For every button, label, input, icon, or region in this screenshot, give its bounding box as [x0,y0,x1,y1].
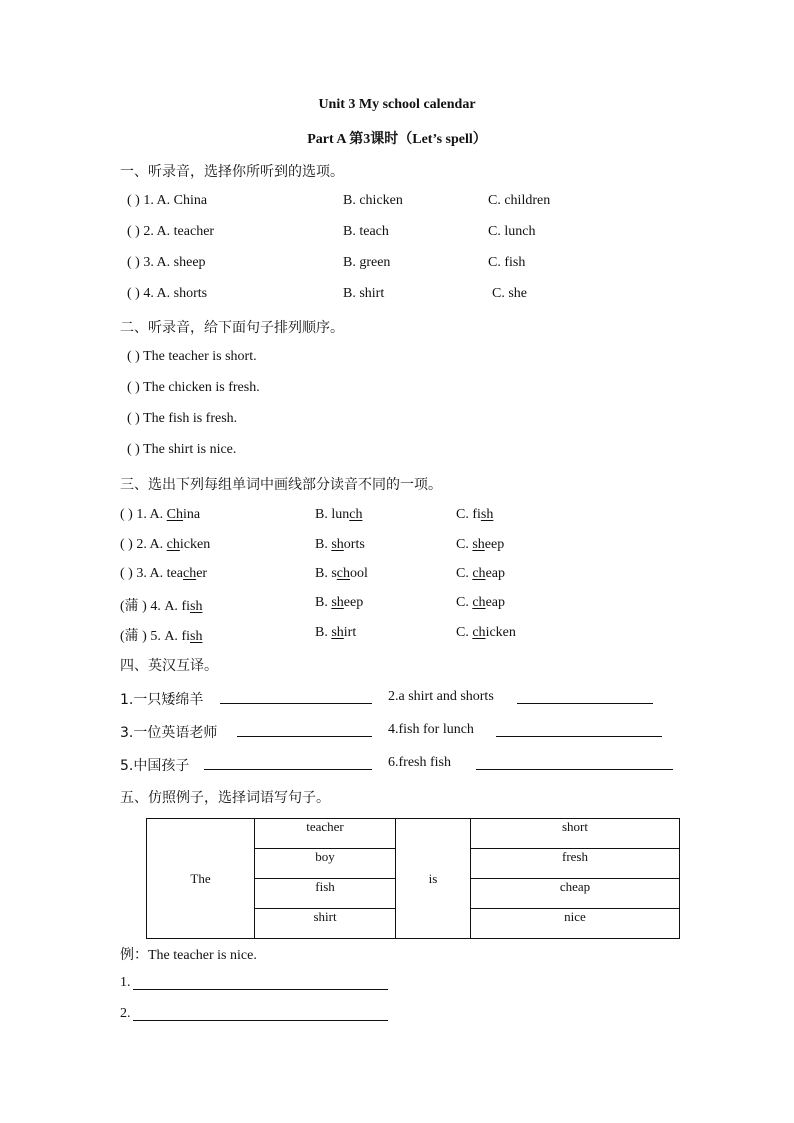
list-item: ( ) The fish is fresh. [127,411,238,426]
underlined-letters: Ch [166,507,184,522]
item-question: ( ) 1. A. China [127,193,208,208]
word-table [146,818,680,939]
item-question: ( ) 4. A. shorts [127,286,208,301]
translation-prompt: 1.一只矮绵羊 [120,692,204,708]
item-question: ( ) 3. A. sheep [127,255,206,270]
option-b: B. teach [343,224,389,239]
answer-blank[interactable] [220,689,372,704]
option-b: B. shirt [343,286,385,301]
list-item: ( ) The shirt is nice. [127,442,237,457]
adjective-cell: nice [471,909,680,939]
answer-blank[interactable] [496,722,662,737]
answer-blank[interactable] [237,722,372,737]
underlined-letters: sh [190,629,203,644]
section3-heading: 三、选出下列每组单词中画线部分读音不同的一项。 [120,477,442,493]
option-c: C. she [492,286,527,301]
noun-cell: shirt [255,909,396,939]
noun-cell: teacher [255,819,396,849]
verb-cell: is [396,819,471,939]
answer-blank[interactable] [204,755,372,770]
translation-prompt: 2.a shirt and shorts [388,689,494,704]
item-prefix: ( ) 2. A. [120,537,167,552]
option-b: B. chicken [343,193,403,208]
worksheet-title: Unit 3 My school calendar [318,97,476,112]
sentence-answer-line[interactable] [133,1006,388,1021]
translation-prompt: 4.fish for lunch [388,722,474,737]
item-prefix: ( ) 1. A. [120,507,167,522]
underlined-letters: sh [480,507,494,522]
sentence-line-label: 2. [120,1006,131,1021]
item-prefix: (蒲 ) 5. A. [120,629,182,644]
sentence-line-label: 1. [120,975,131,990]
option-c: C. lunch [488,224,536,239]
section2-heading: 二、听录音，给下面句子排列顺序。 [120,320,344,336]
answer-blank[interactable] [517,689,653,704]
noun-cell: boy [255,849,396,879]
item-prefix: ( ) 3. A. [120,566,167,581]
example-sentence: 例：The teacher is nice. [120,948,257,963]
option-c: C. children [488,193,551,208]
underlined-letters: ch [166,537,180,552]
option-c: C. fish [488,255,526,270]
section5-heading: 五、仿照例子，选择词语写句子。 [120,790,330,806]
underlined-letters: sh [472,537,485,552]
underlined-letters: ch [472,566,486,581]
item-question: ( ) 2. A. teacher [127,224,215,239]
item-prefix: (蒲 ) 4. A. [120,599,182,614]
adjective-cell: fresh [471,849,680,879]
underlined-letters: ch [472,595,486,610]
worksheet-subtitle: Part A 第3课时（Let’s spell） [307,132,487,147]
noun-cell: fish [255,879,396,909]
option-b: B. green [343,255,391,270]
underlined-letters: sh [331,537,344,552]
sentence-answer-line[interactable] [133,975,388,990]
answer-blank[interactable] [476,755,673,770]
underlined-letters: ch [336,566,351,581]
translation-prompt: 3.一位英语老师 [120,725,218,741]
section4-heading: 四、英汉互译。 [120,658,218,674]
underlined-letters: sh [190,599,203,614]
list-item: ( ) The teacher is short. [127,349,257,364]
underlined-letters: sh [331,595,344,610]
underlined-letters: ch [349,507,363,522]
adjective-cell: cheap [471,879,680,909]
underlined-letters: ch [183,566,197,581]
subject-cell: The [147,819,255,939]
translation-prompt: 5.中国孩子 [120,758,190,774]
list-item: ( ) The chicken is fresh. [127,380,260,395]
adjective-cell: short [471,819,680,849]
translation-prompt: 6.fresh fish [388,755,451,770]
underlined-letters: sh [331,625,344,640]
section1-heading: 一、听录音，选择你所听到的选项。 [120,164,344,180]
underlined-letters: ch [472,625,486,640]
